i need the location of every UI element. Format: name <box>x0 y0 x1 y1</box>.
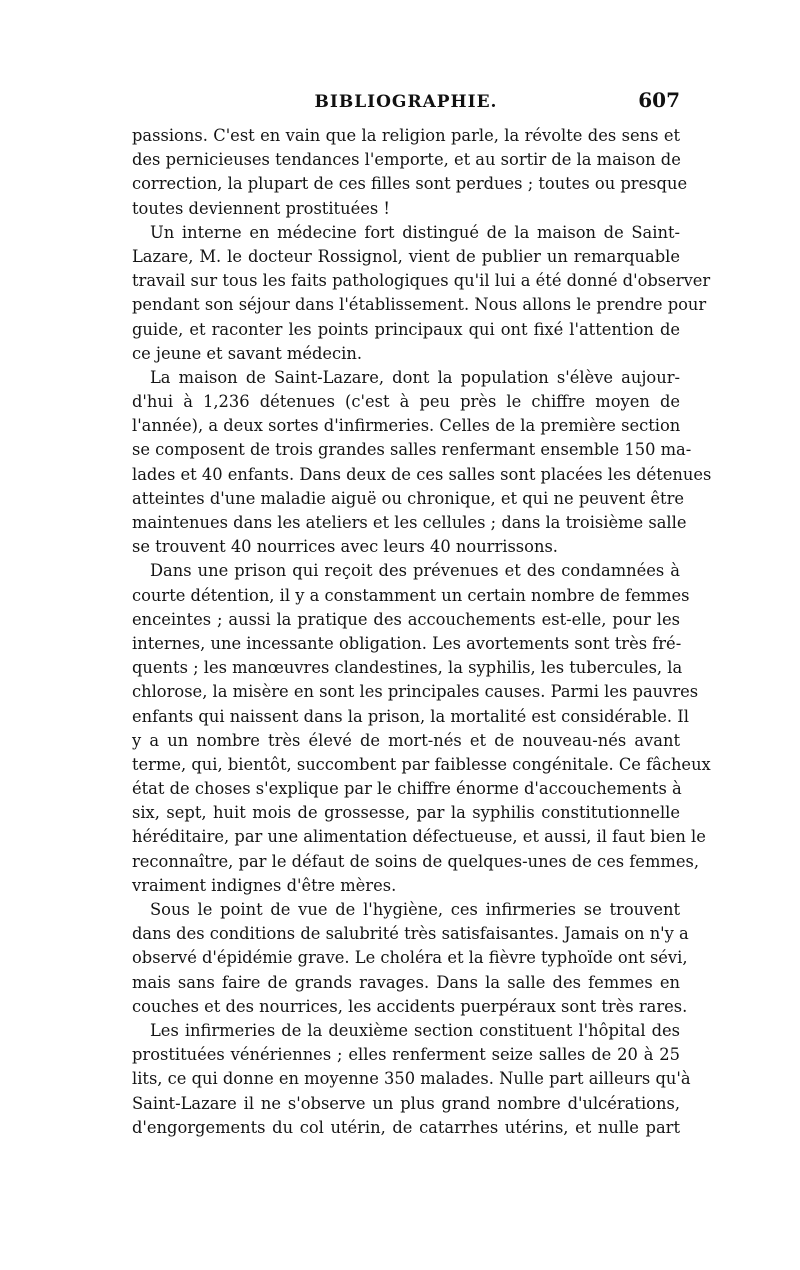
text-line: maintenues dans les ateliers et les cellules ; dans la troisième salle <box>132 513 687 532</box>
text-line: Un interne en médecine fort distingué de la maison de Saint- <box>150 222 680 242</box>
text-line: se trouvent 40 nourrices avec leurs 40 nourrissons. <box>132 537 558 557</box>
text-line: La maison de Saint-Lazare, dont la population s'élève aujour- <box>150 367 680 387</box>
text-line: vraiment indignes d'être mères. <box>132 875 397 895</box>
body-text <box>132 124 712 1140</box>
text-line: d'engorgements du col utérin, de catarrhes utérins, et nulle part <box>132 1117 680 1137</box>
page-header <box>132 88 680 116</box>
text-line: l'année), a deux sortes d'infirmeries. Celles de la première section <box>132 416 681 436</box>
text-line: lits, ce qui donne en moyenne 350 malades. Nulle part ailleurs qu'à <box>132 1069 691 1089</box>
text-line: correction, la plupart de ces filles sont perdues ; toutes ou presque <box>132 174 688 194</box>
text-line: pendant son séjour dans l'établissement. Nous allons le prendre pour <box>132 295 707 315</box>
text-line: Saint-Lazare il ne s'observe un plus grand nombre d'ulcérations, <box>132 1093 680 1113</box>
text-line: six, sept, huit mois de grossesse, par la syphilis constitutionnelle <box>132 803 680 823</box>
running-title: BIBLIOGRAPHIE. <box>314 92 498 112</box>
text-line: y a un nombre très élevé de mort-nés et de nouveau-nés avant <box>132 730 680 750</box>
text-line: Dans une prison qui reçoit des prévenues et des condamnées à <box>150 561 680 581</box>
text-line: travail sur tous les faits pathologiques qu'il lui a été donné d'observer <box>132 271 711 291</box>
text-line: héréditaire, par une alimentation défectueuse, et aussi, il faut bien le <box>132 827 706 847</box>
text-line: couches et des nourrices, les accidents puerpéraux sont très rares. <box>132 996 688 1016</box>
text-line: prostituées vénériennes ; elles renferment seize salles de 20 à 25 <box>132 1045 680 1065</box>
text-line: dans des conditions de salubrité très satisfaisantes. Jamais on n'y a <box>132 924 689 944</box>
text-line: Sous le point de vue de l'hygiène, ces infirmeries se trouvent <box>150 900 680 919</box>
text-line: enceintes ; aussi la pratique des accouchements est-elle, pour les <box>132 609 680 629</box>
text-line: passions. C'est en vain que la religion parle, la révolte des sens et <box>132 126 680 145</box>
page-number: 607 <box>638 88 680 112</box>
text-line: enfants qui naissent dans la prison, la mortalité est considérable. Il <box>132 706 689 726</box>
text-line: terme, qui, bientôt, succombent par faiblesse congénitale. Ce fâcheux <box>132 754 711 774</box>
text-line: mais sans faire de grands ravages. Dans la salle des femmes en <box>132 972 680 992</box>
text-line: d'hui à 1,236 détenues (c'est à peu près le chiffre moyen de <box>132 392 680 412</box>
text-line: ce jeune et savant médecin. <box>132 343 363 363</box>
text-line: guide, et raconter les points principaux qui ont fixé l'attention de <box>132 319 680 339</box>
text-line: atteintes d'une maladie aiguë ou chronique, et qui ne peuvent être <box>132 488 684 508</box>
text-line: quents ; les manœuvres clandestines, la syphilis, les tubercules, la <box>132 658 683 678</box>
text-line: reconnaître, par le défaut de soins de quelques-unes de ces femmes, <box>132 851 699 871</box>
text-line: observé d'épidémie grave. Le choléra et la fièvre typhoïde ont sévi, <box>132 948 688 968</box>
text-line: lades et 40 enfants. Dans deux de ces salles sont placées les détenues <box>132 464 712 484</box>
text-line: courte détention, il y a constamment un certain nombre de femmes <box>132 585 690 605</box>
text-line: des pernicieuses tendances l'emporte, et au sortir de la maison de <box>132 150 681 170</box>
text-line: Lazare, M. le docteur Rossignol, vient de publier un remarquable <box>132 246 680 266</box>
text-line: Les infirmeries de la deuxième section constituent l'hôpital des <box>150 1020 680 1040</box>
text-line: chlorose, la misère en sont les principales causes. Parmi les pauvres <box>132 682 699 702</box>
text-line: toutes deviennent prostituées ! <box>132 198 390 218</box>
text-line: internes, une incessante obligation. Les avortements sont très fré- <box>132 633 682 653</box>
text-line: se composent de trois grandes salles renfermant ensemble 150 ma- <box>132 440 692 460</box>
text-line: état de choses s'explique par le chiffre énorme d'accouchements à <box>132 779 682 799</box>
